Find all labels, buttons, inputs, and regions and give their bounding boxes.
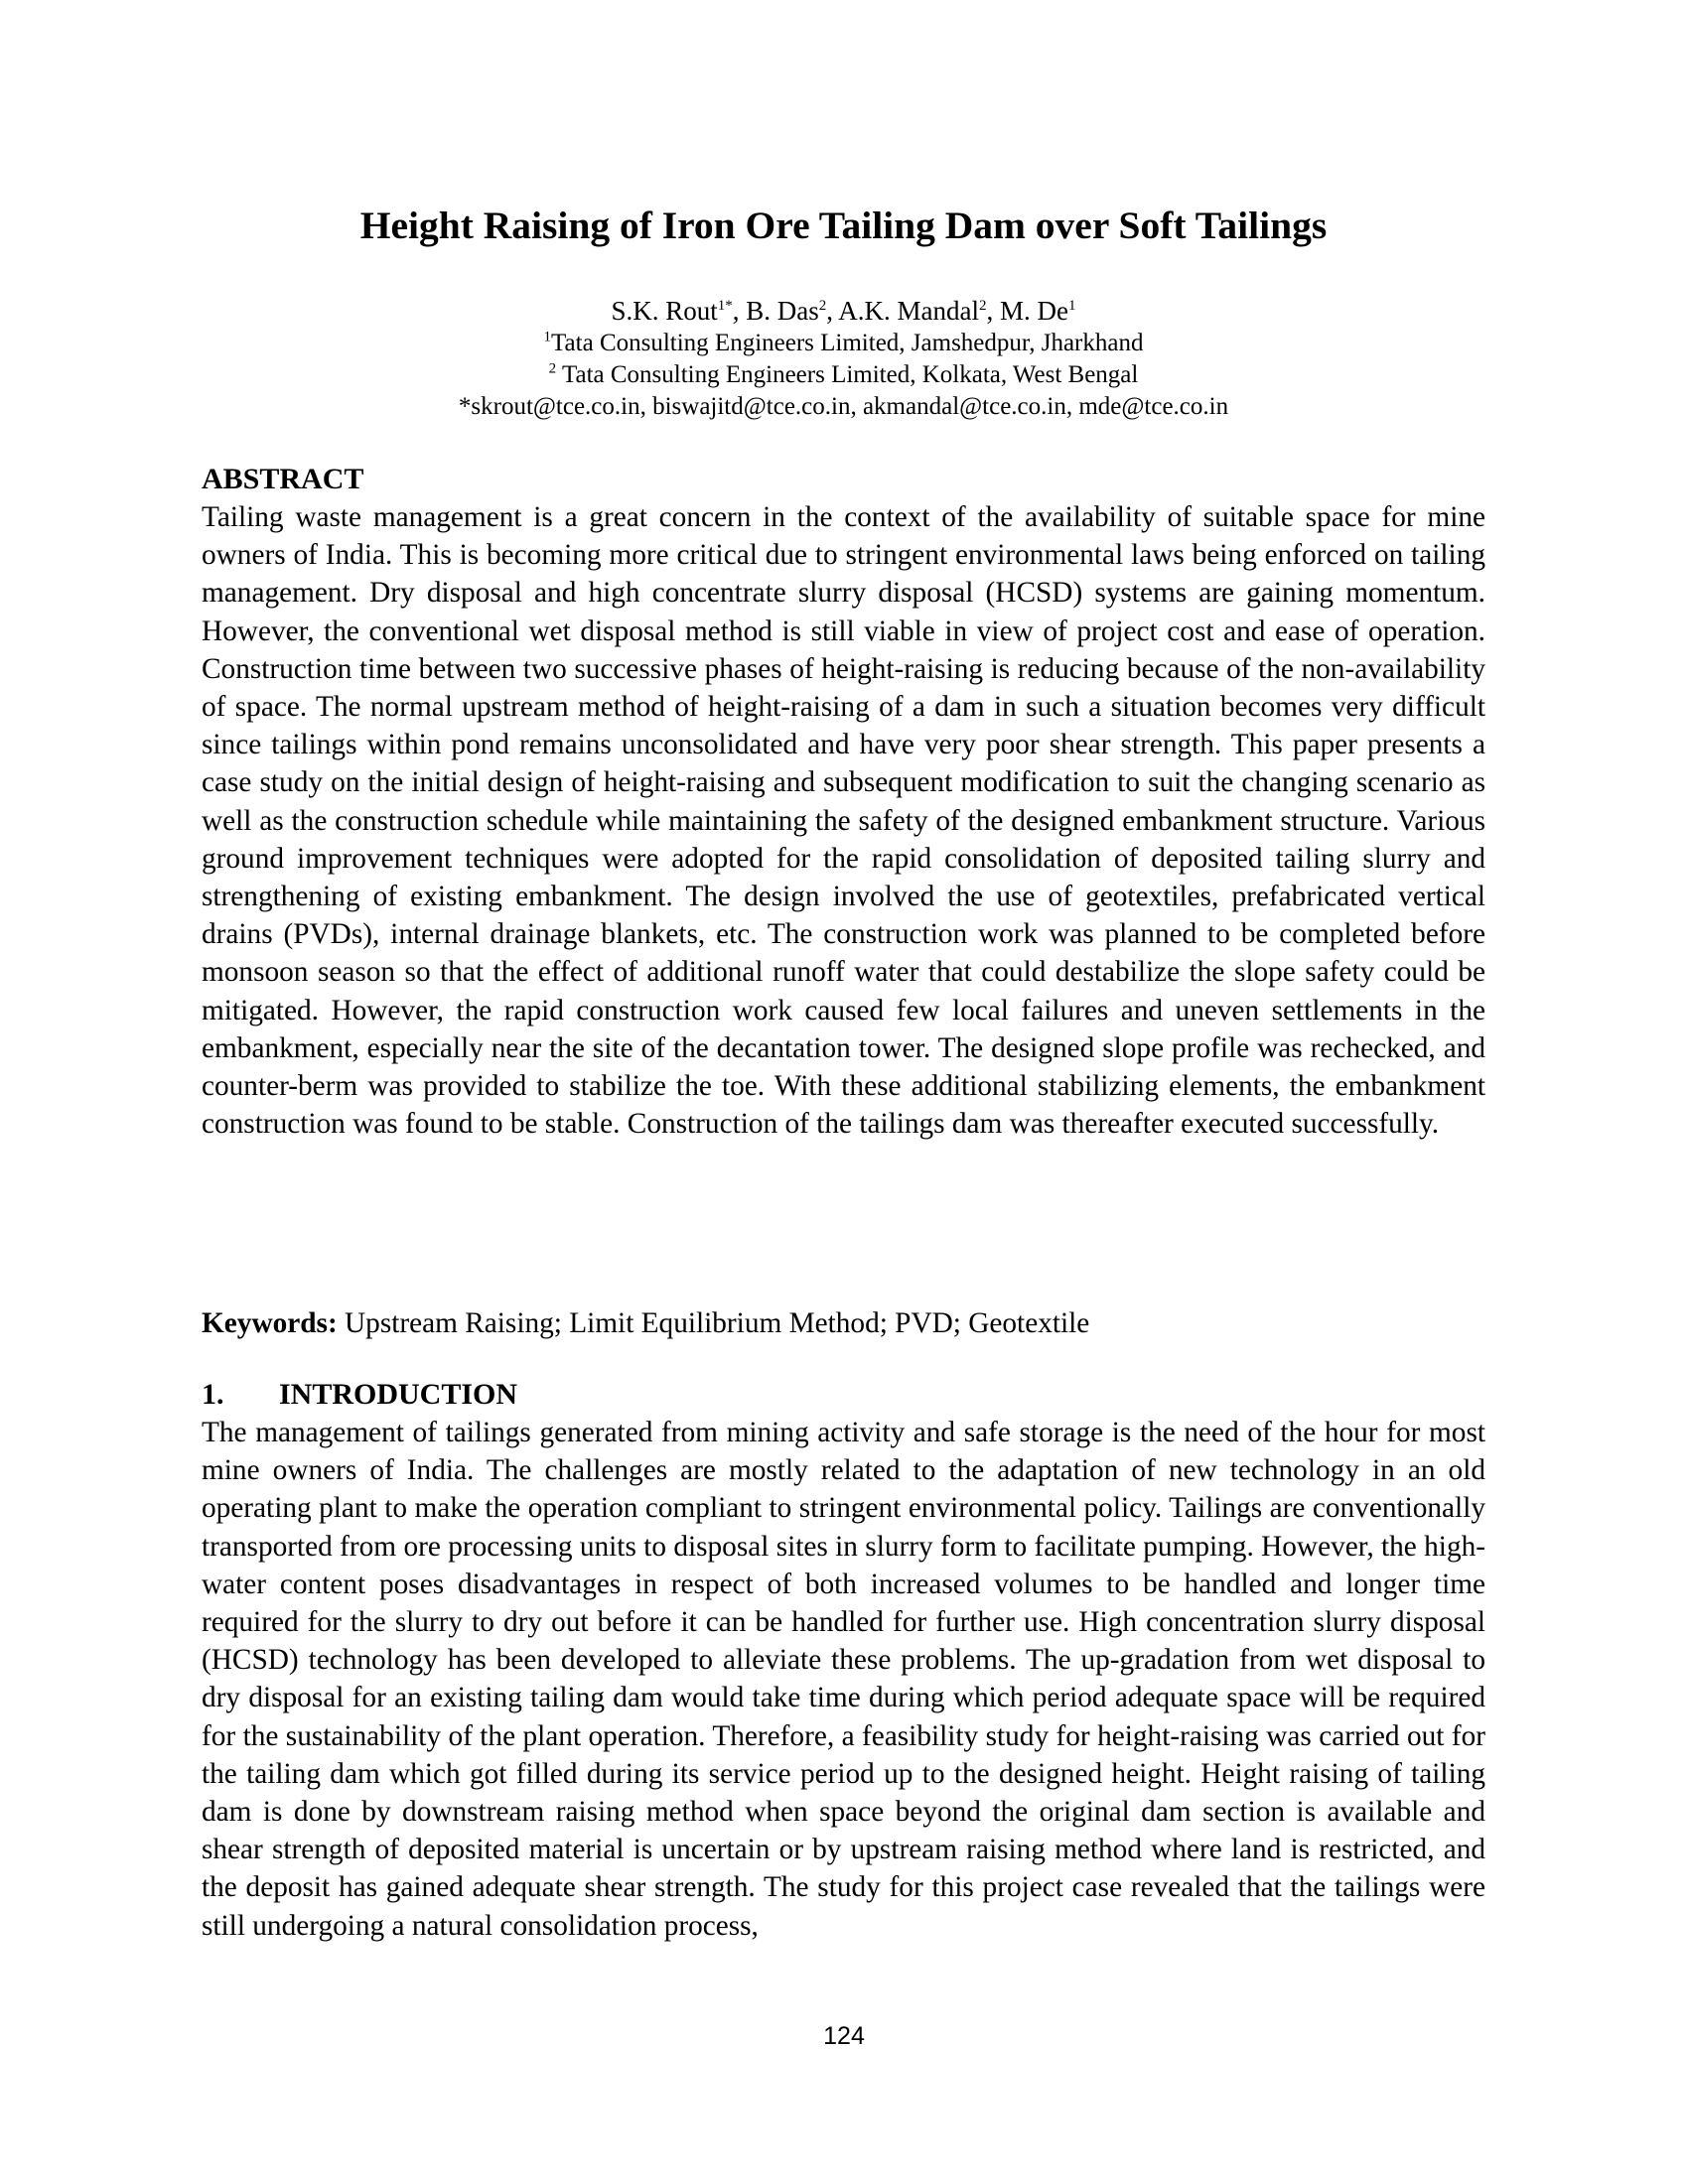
- author-name: M. De: [1000, 296, 1069, 326]
- affiliation-2: [202, 359, 1485, 391]
- abstract-heading: ABSTRACT: [202, 463, 364, 495]
- author-affiliation-marker: 2: [818, 298, 827, 314]
- affiliation-1: [202, 328, 1485, 359]
- author-name: A.K. Mandal: [838, 296, 980, 326]
- affiliation-marker: 2: [548, 360, 557, 377]
- author-emails: *skrout@tce.co.in, biswajitd@tce.co.in, akmandal@tce.co.in, mde@tce.co.in: [458, 393, 1229, 420]
- authors-line: [202, 294, 1485, 328]
- author-affiliation-marker: 1*: [717, 298, 733, 314]
- author-separator: ,: [826, 296, 839, 326]
- author-separator: ,: [986, 296, 1001, 326]
- keywords-line: [202, 1304, 1485, 1342]
- page-number: 124: [823, 2022, 865, 2050]
- keywords-text: Upstream Raising; Limit Equilibrium Method; PVD; Geotextile: [337, 1307, 1090, 1339]
- section-number: 1.: [202, 1378, 224, 1411]
- introduction-body: The management of tailings generated from mining activity and safe storage is the need of the hour for most mine owners of India. The challenges are mostly related to the adaptation of new technology in an old operating plant to make the operation compliant to stringent environmental policy. Tailings are conventionally transported from ore processing units to disposal sites in slurry form to facilitate pumping. However, the high-water content poses disadvantages in respect of both increased volumes to be handled and longer time required for the slurry to dry out before it can be handled for further use. High concentration slurry disposal (HCSD) technology has been developed to alleviate these problems. The up-gradation from wet disposal to dry disposal for an existing tailing dam would take time during which period adequate space will be required for the sustainability of the plant operation. Therefore, a feasibility study for height-raising was carried out for the tailing dam which got filled during its service period up to the designed height. Height raising of tailing dam is done by downstream raising method when space beyond the original dam section is available and shear strength of deposited material is uncertain or by upstream raising method where land is restricted, and the deposit has gained adequate shear strength. The study for this project case revealed that the tailings were still undergoing a natural consolidation process,: [202, 1417, 1485, 1942]
- author-affiliation-marker: 2: [979, 298, 987, 314]
- introduction-heading: [202, 1376, 517, 1414]
- author-affiliation-marker: 1: [1068, 298, 1076, 314]
- keywords-label: Keywords:: [202, 1307, 338, 1339]
- abstract-body: Tailing waste management is a great concern in the context of the availability of suitable space for mine owners of India. This is becoming more critical due to stringent environmental laws being enforced on tailing management. Dry disposal and high concentrate slurry disposal (HCSD) systems are gaining momentum. However, the conventional wet disposal method is still viable in view of project cost and ease of operation. Construction time between two successive phases of height-raising is reducing because of the non-availability of space. The normal upstream method of height-raising of a dam in such a situation becomes very difficult since tailings within pond remains unconsolidated and have very poor shear strength. This paper presents a case study on the initial design of height-raising and subsequent modification to suit the changing scenario as well as the construction schedule while maintaining the safety of the designed embankment structure. Various ground improvement techniques were adopted for the rapid consolidation of deposited tailing slurry and strengthening of existing embankment. The design involved the use of geotextiles, prefabricated vertical drains (PVDs), internal drainage blankets, etc. The construction work was planned to be completed before monsoon season so that the effect of additional runoff water that could destabilize the slope safety could be mitigated. However, the rapid construction work caused few local failures and uneven settlements in the embankment, especially near the site of the decantation tower. The designed slope profile was rechecked, and counter-berm was provided to stabilize the toe. With these additional stabilizing elements, the embankment construction was found to be stable. Construction of the tailings dam was thereafter executed successfully.: [202, 501, 1485, 1141]
- paper-title: Height Raising of Iron Ore Tailing Dam over Soft Tailings: [359, 204, 1328, 247]
- author-separator: ,: [732, 296, 747, 326]
- author-name: B. Das: [746, 296, 819, 326]
- affiliation-text: Tata Consulting Engineers Limited, Kolkata, West Bengal: [556, 361, 1139, 388]
- section-title: INTRODUCTION: [279, 1378, 518, 1411]
- author-block: [202, 294, 1485, 423]
- author-name: S.K. Rout: [611, 296, 718, 326]
- affiliation-marker: 1: [543, 329, 552, 345]
- affiliation-text: Tata Consulting Engineers Limited, Jamshedpur, Jharkhand: [551, 330, 1144, 356]
